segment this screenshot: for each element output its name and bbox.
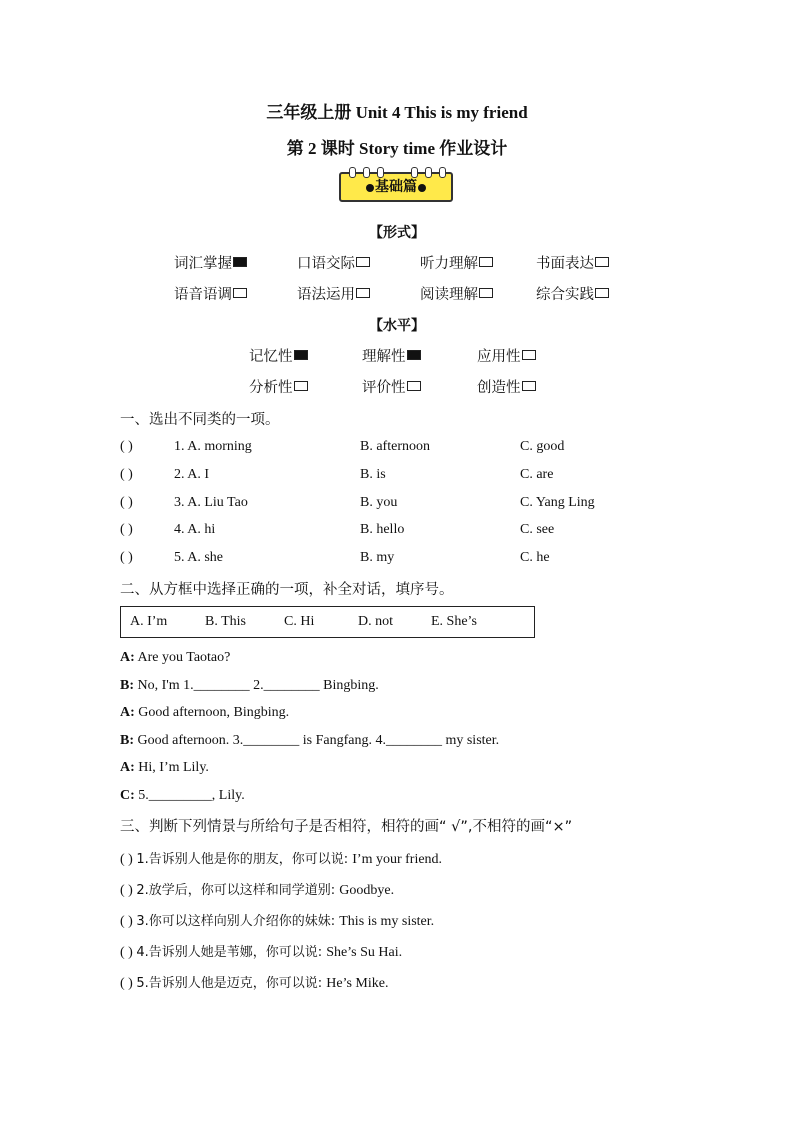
option-c: C. see bbox=[520, 522, 555, 537]
word-bank-option: A. I’m bbox=[130, 614, 168, 629]
form-item: 词汇掌握 bbox=[174, 252, 247, 273]
checkbox[interactable] bbox=[479, 288, 493, 298]
speaker: A: bbox=[120, 705, 135, 720]
q1-title: 一、选出不同类的一项。 bbox=[120, 412, 280, 428]
option-b: B. hello bbox=[360, 522, 405, 537]
word-bank-option: E. She’s bbox=[431, 614, 477, 629]
word-bank-option: C. Hi bbox=[284, 614, 315, 629]
checkbox[interactable] bbox=[407, 381, 421, 391]
checkbox[interactable] bbox=[356, 257, 370, 267]
checkbox[interactable] bbox=[233, 288, 247, 298]
word-bank-option: D. not bbox=[358, 614, 393, 629]
option-c: C. he bbox=[520, 550, 550, 565]
speaker: B: bbox=[120, 678, 134, 693]
level-item: 理解性 bbox=[362, 345, 421, 366]
page-title: 三年级上册 Unit 4 This is my friend bbox=[266, 103, 528, 122]
dialogue-line[interactable] bbox=[120, 733, 499, 749]
utterance: 5._________, Lily. bbox=[138, 788, 245, 803]
checkbox[interactable] bbox=[294, 381, 308, 391]
bullet-icon bbox=[418, 184, 426, 192]
judge-item: ( ) 2.放学后，你可以这样和同学道别: Goodbye. bbox=[120, 883, 395, 898]
answer-blank[interactable]: ( ) bbox=[120, 852, 133, 867]
word-bank-option: B. This bbox=[205, 614, 246, 629]
form-item: 语音语调 bbox=[174, 283, 247, 304]
option-a: 3. A. Liu Tao bbox=[174, 495, 248, 510]
judge-item: ( ) 5.告诉别人他是迈克，你可以说: He’s Mike. bbox=[120, 976, 389, 991]
checkbox[interactable] bbox=[595, 257, 609, 267]
form-item: 口语交际 bbox=[297, 252, 370, 273]
bullet-icon bbox=[366, 184, 374, 192]
binder-ring-icon bbox=[411, 167, 418, 178]
level-item: 应用性 bbox=[477, 345, 536, 366]
answer-blank[interactable]: ( ) bbox=[120, 522, 133, 537]
checkbox-checked[interactable] bbox=[407, 350, 421, 360]
speaker: A: bbox=[120, 650, 135, 665]
form-item: 听力理解 bbox=[420, 252, 493, 273]
option-c: C. Yang Ling bbox=[520, 495, 595, 510]
option-a: 2. A. I bbox=[174, 467, 209, 482]
option-b: B. afternoon bbox=[360, 439, 430, 454]
answer-blank[interactable]: ( ) bbox=[120, 467, 133, 482]
option-a: 5. A. she bbox=[174, 550, 223, 565]
form-item: 阅读理解 bbox=[420, 283, 493, 304]
binder-ring-icon bbox=[363, 167, 370, 178]
checkbox-checked[interactable] bbox=[233, 257, 247, 267]
answer-blank[interactable]: ( ) bbox=[120, 976, 133, 991]
speaker: C: bbox=[120, 788, 135, 803]
page-subtitle: 第 2 课时 Story time 作业设计 bbox=[286, 139, 508, 158]
level-item: 记忆性 bbox=[249, 345, 308, 366]
binder-ring-icon bbox=[349, 167, 356, 178]
answer-blank[interactable]: ( ) bbox=[120, 495, 133, 510]
form-item: 语法运用 bbox=[297, 283, 370, 304]
option-a: 1. A. morning bbox=[174, 439, 252, 454]
checkbox[interactable] bbox=[356, 288, 370, 298]
dialogue-line bbox=[120, 760, 209, 776]
speaker: B: bbox=[120, 733, 134, 748]
judge-item: ( ) 4.告诉别人她是苇娜，你可以说: She’s Su Hai. bbox=[120, 945, 403, 960]
checkbox[interactable] bbox=[479, 257, 493, 267]
level-heading: 【水平】 bbox=[369, 319, 425, 334]
speaker: A: bbox=[120, 760, 135, 775]
checkbox[interactable] bbox=[522, 381, 536, 391]
utterance: Good afternoon, Bingbing. bbox=[138, 705, 290, 720]
binder-ring-icon bbox=[377, 167, 384, 178]
q3-title: 三、判断下列情景与所给句子是否相符，相符的画“ √”,不相符的画“×” bbox=[120, 819, 573, 835]
level-badge bbox=[339, 172, 453, 202]
dialogue-line[interactable] bbox=[120, 678, 379, 694]
option-a: 4. A. hi bbox=[174, 522, 216, 537]
dialogue-line[interactable] bbox=[120, 788, 245, 804]
checkbox-checked[interactable] bbox=[294, 350, 308, 360]
answer-blank[interactable]: ( ) bbox=[120, 550, 133, 565]
checkbox[interactable] bbox=[595, 288, 609, 298]
answer-blank[interactable]: ( ) bbox=[120, 945, 133, 960]
option-b: B. my bbox=[360, 550, 395, 565]
badge-label: 基础篇 bbox=[375, 179, 417, 195]
level-item: 分析性 bbox=[249, 376, 308, 397]
judge-item: ( ) 3.你可以这样向别人介绍你的妹妹: This is my sister. bbox=[120, 914, 435, 929]
binder-ring-icon bbox=[439, 167, 446, 178]
checkbox[interactable] bbox=[522, 350, 536, 360]
q2-title: 二、从方框中选择正确的一项，补全对话，填序号。 bbox=[120, 582, 454, 598]
option-c: C. good bbox=[520, 439, 565, 454]
utterance: Good afternoon. 3.________ is Fangfang. 4.________ my sister. bbox=[137, 733, 500, 748]
judge-item: ( ) 1.告诉别人他是你的朋友，你可以说: I’m your friend. bbox=[120, 852, 443, 867]
utterance: Hi, I’m Lily. bbox=[138, 760, 209, 775]
form-item: 综合实践 bbox=[536, 283, 609, 304]
utterance: Are you Taotao? bbox=[137, 650, 231, 665]
level-item: 创造性 bbox=[477, 376, 536, 397]
binder-ring-icon bbox=[425, 167, 432, 178]
dialogue-line bbox=[120, 705, 289, 721]
form-item: 书面表达 bbox=[536, 252, 609, 273]
option-b: B. you bbox=[360, 495, 398, 510]
form-heading: 【形式】 bbox=[369, 226, 425, 241]
answer-blank[interactable]: ( ) bbox=[120, 883, 133, 898]
dialogue-line bbox=[120, 650, 230, 666]
answer-blank[interactable]: ( ) bbox=[120, 439, 133, 454]
answer-blank[interactable]: ( ) bbox=[120, 914, 133, 929]
option-c: C. are bbox=[520, 467, 554, 482]
option-b: B. is bbox=[360, 467, 386, 482]
level-item: 评价性 bbox=[362, 376, 421, 397]
utterance: No, I'm 1.________ 2.________ Bingbing. bbox=[137, 678, 379, 693]
